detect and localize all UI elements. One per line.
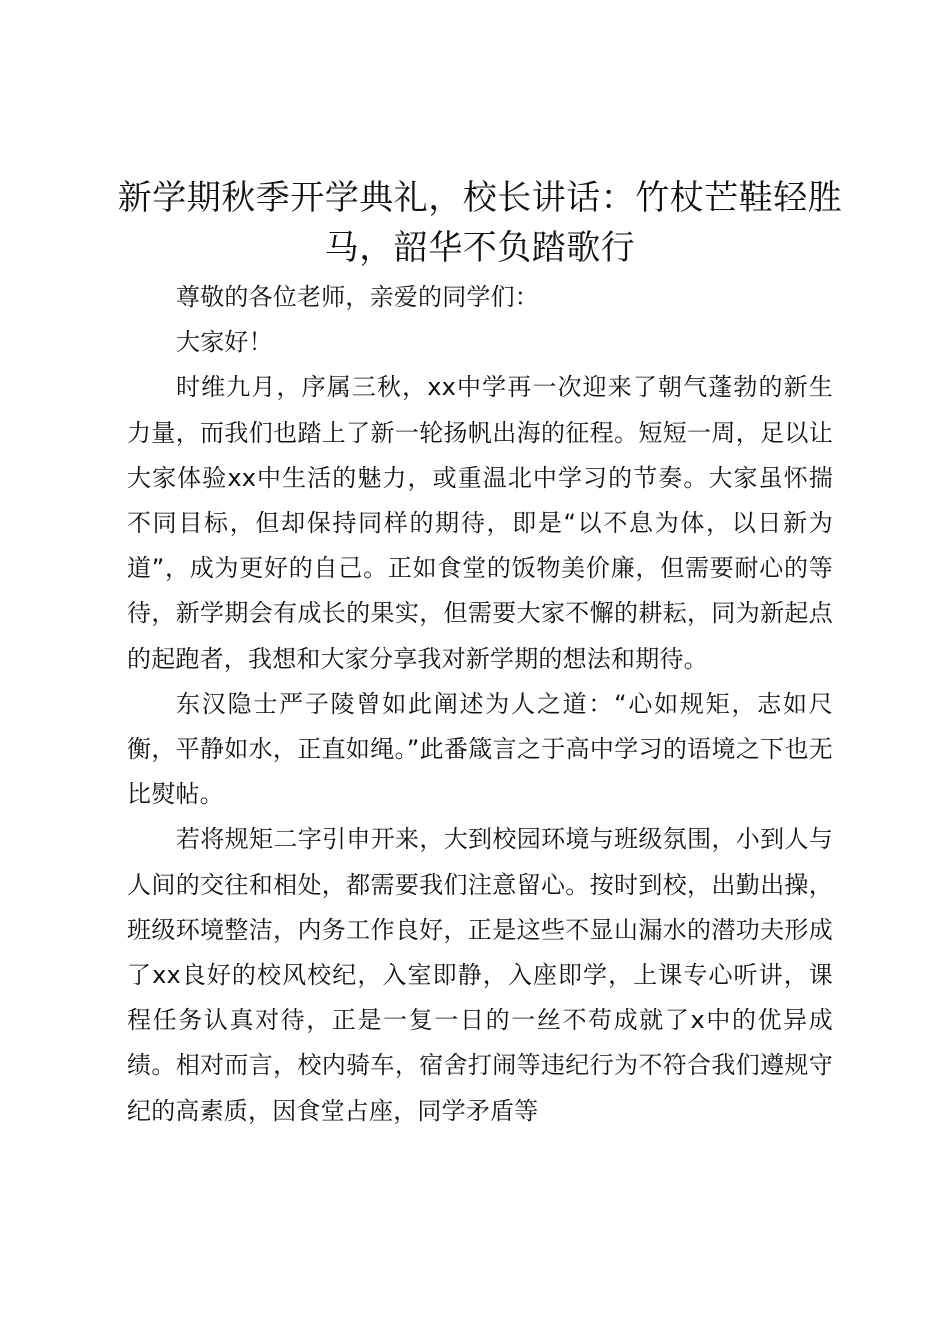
salutation-paragraph: 尊敬的各位老师，亲爱的同学们： xyxy=(176,283,539,311)
body-paragraph: 东汉隐士严子陵曾如此阐述为人之道：“心如规矩，志如尺衡，平静如水，正直如绳。”此番箴言之于高中学习的语境之下也无比熨帖。 xyxy=(127,689,833,809)
document-title: 新学期秋季开学典礼，校长讲话：竹杖芒鞋轻胜马，韶华不负踏歌行 xyxy=(117,178,843,268)
greeting-paragraph: 大家好！ xyxy=(176,328,273,357)
document-body xyxy=(127,275,833,1134)
body-paragraph: 时维九月，序属三秋，xx中学再一次迎来了朝气蓬勃的新生力量，而我们也踏上了新一轮扬帆出海的征程。短短一周，足以让大家体验xx中生活的魅力，或重温北中学习的节奏。大家虽怀揣不同目标，但却保持同样的期待，即是“以不息为体，以日新为道”，成为更好的自己。正如食堂的饭物美价廉，但需要耐心的等待，新学期会有成长的果实，但需要大家不懈的耕耘，同为新起点的起跑者，我想和大家分享我对新学期的想法和期待。 xyxy=(127,373,833,673)
body-paragraph: 若将规矩二字引申开来，大到校园环境与班级氛围，小到人与人间的交往和相处，都需要我们注意留心。按时到校，出勤出操，班级环境整洁，内务工作良好，正是这些不显山漏水的潜功夫形成了xx良好的校风校纪，入室即静，入座即学，上课专心听讲，课程任务认真对待，正是一复一日的一丝不苟成就了x中的优异成绩。相对而言，校内骑车，宿舍打闹等违纪行为不符合我们遵规守纪的高素质，因食堂占座，同学矛盾等 xyxy=(127,825,833,1125)
